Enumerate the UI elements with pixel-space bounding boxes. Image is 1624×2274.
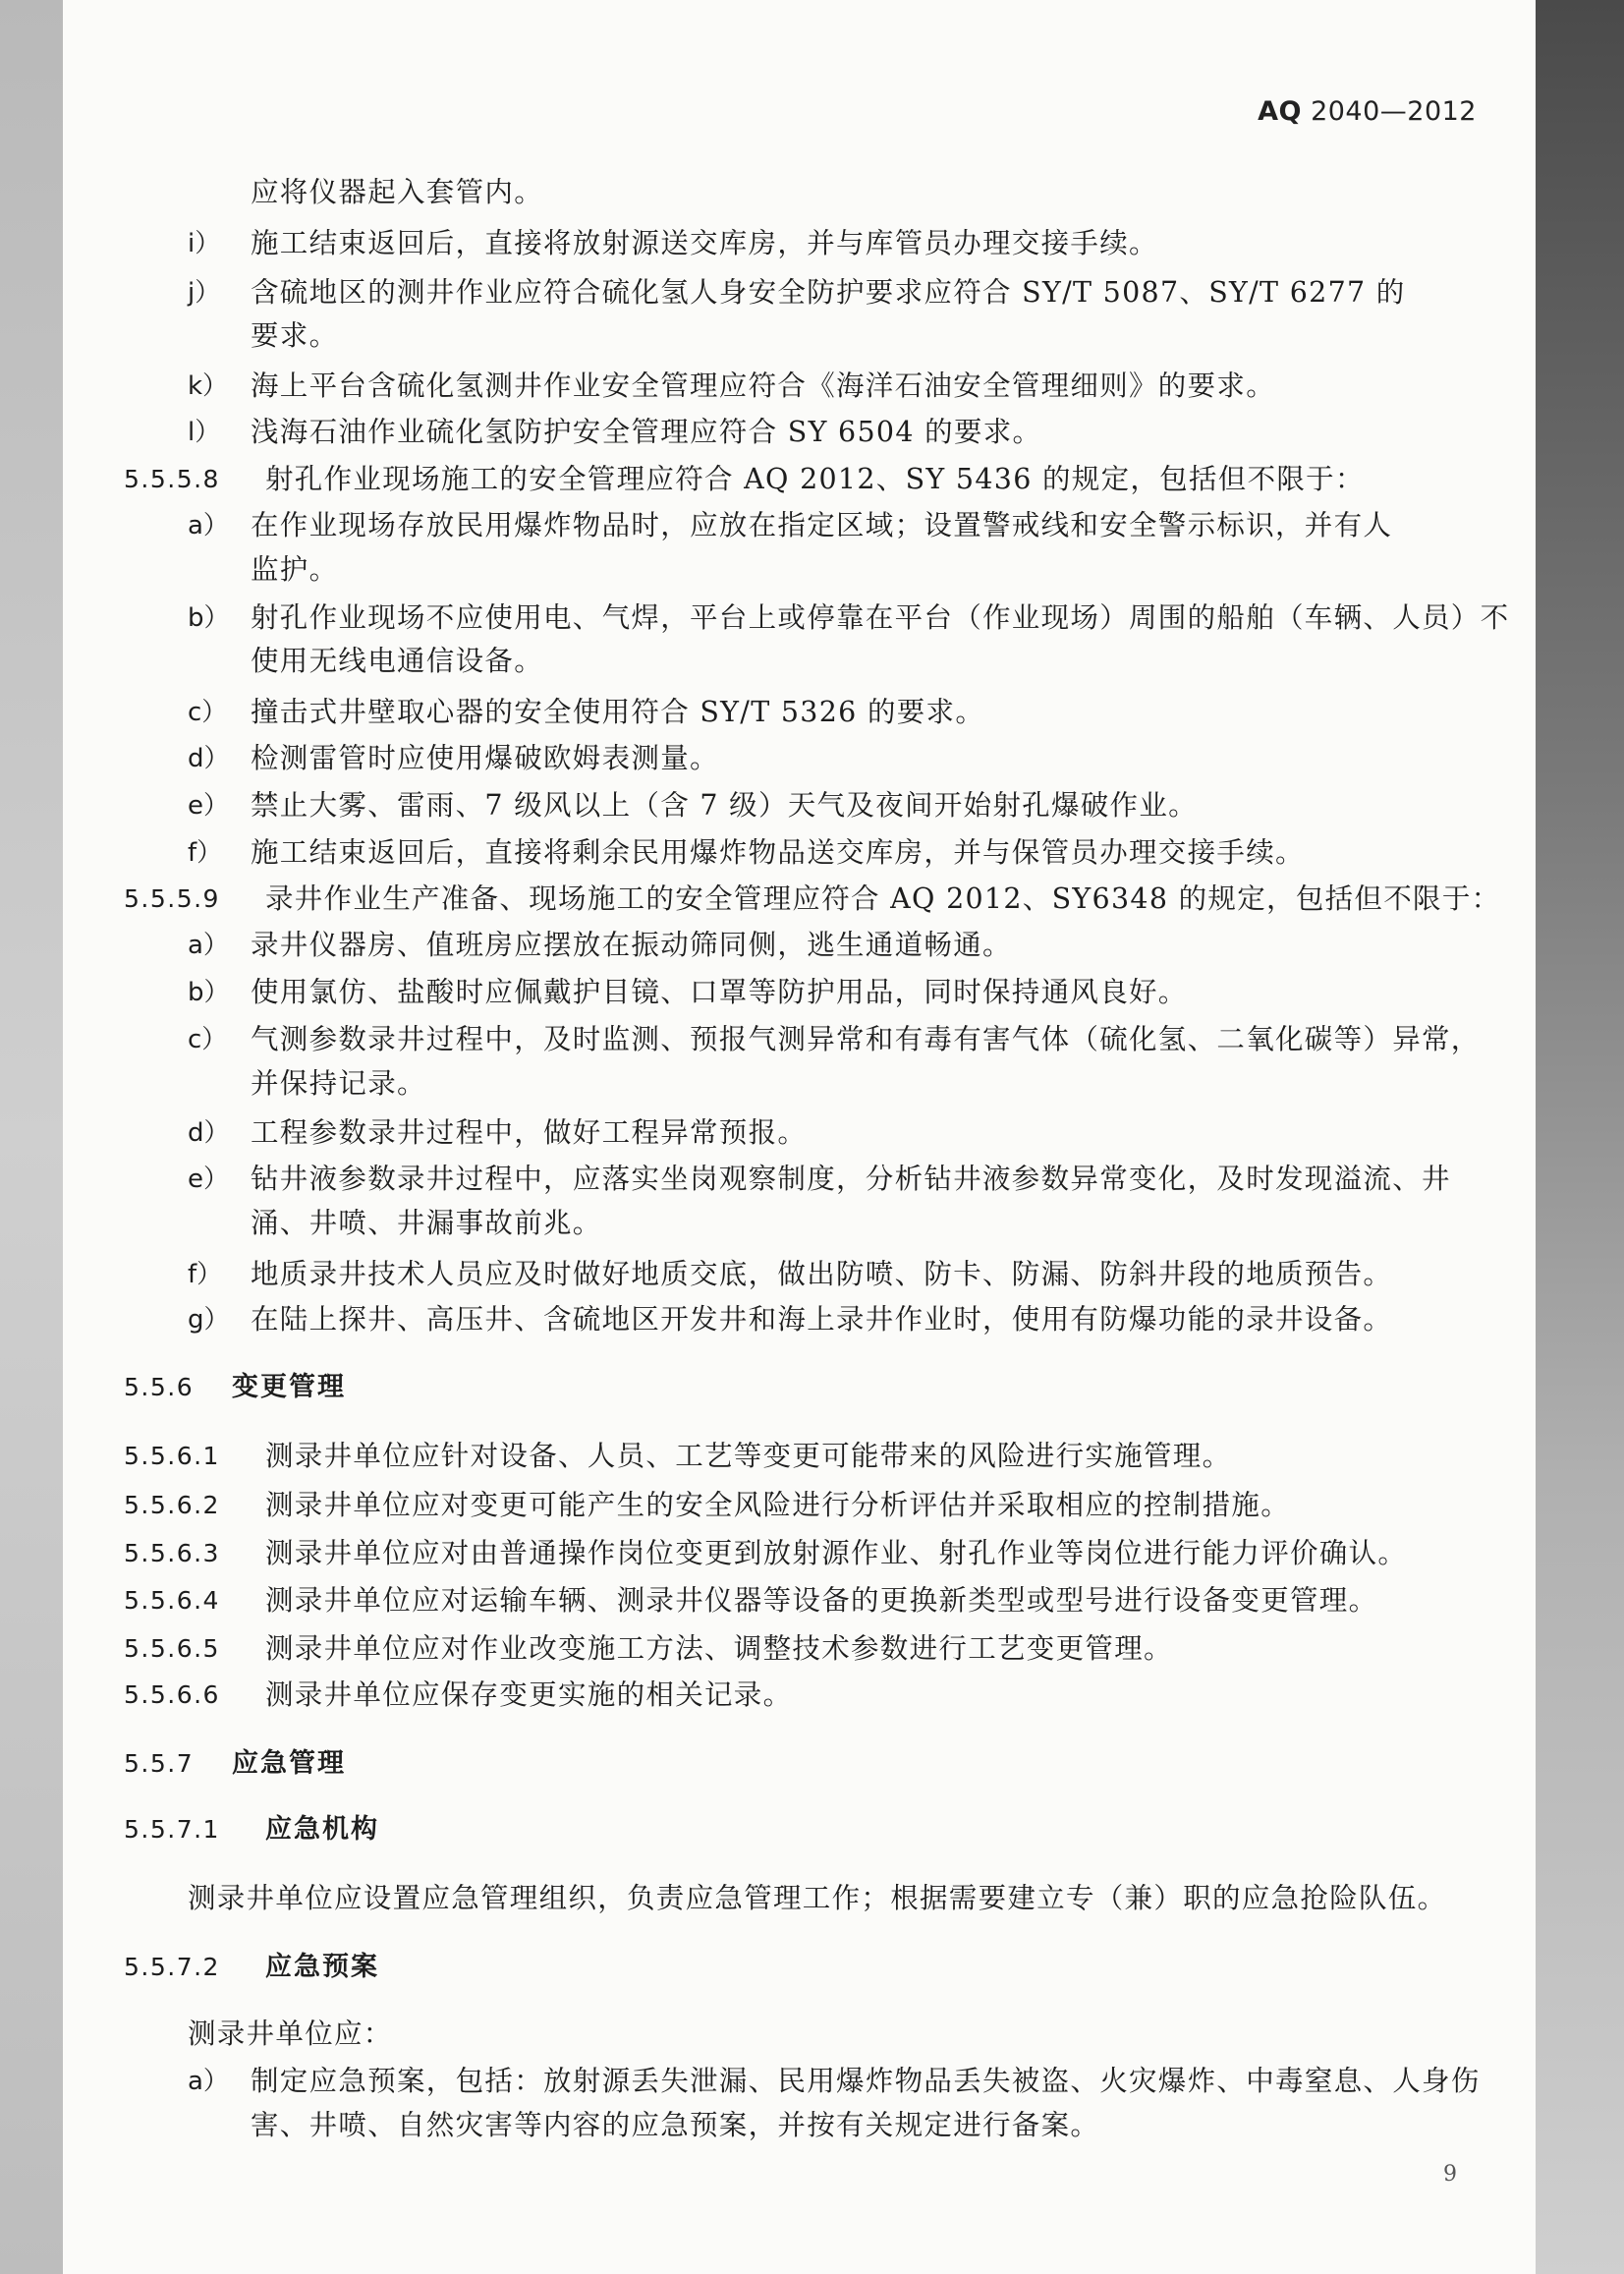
list-item-text: 在作业现场存放民用爆炸物品时，应放在指定区域；设置警戒线和安全警示标识，并有人: [251, 509, 1393, 541]
list-mark: j）: [188, 278, 221, 308]
section-number: 5.5.7: [124, 1749, 195, 1778]
scan-right-margin: [1536, 0, 1624, 2274]
list-item-text-cont: 要求。: [251, 319, 339, 352]
page-number: 9: [1443, 2162, 1457, 2187]
paragraph-text: 测录井单位应设置应急管理组织，负责应急管理工作；根据需要建立专（兼）职的应急抢险队伍。: [188, 1882, 1447, 1914]
list-item-text: 检测雷管时应使用爆破欧姆表测量。: [251, 742, 719, 774]
document-code: [1258, 96, 1477, 127]
list-mark: f）: [188, 838, 223, 868]
list-mark: a）: [188, 2067, 229, 2096]
clause-number: 5.5.6.2: [124, 1491, 220, 1519]
clause-text: 测录井单位应对由普通操作岗位变更到放射源作业、射孔作业等岗位进行能力评价确认。: [265, 1537, 1408, 1569]
continuation-text: 应将仪器起入套管内。: [251, 176, 544, 208]
list-item-text: 撞击式井壁取心器的安全使用符合 SY/T 5326 的要求。: [251, 696, 985, 728]
list-mark: e）: [188, 791, 229, 821]
clause-number: 5.5.5.9: [124, 884, 220, 913]
list-item-text-cont: 涌、井喷、井漏事故前兆。: [251, 1207, 602, 1239]
list-mark: c）: [188, 698, 228, 727]
list-mark: e）: [188, 1165, 229, 1194]
list-item-text-cont: 害、井喷、自然灾害等内容的应急预案，并按有关规定进行备案。: [251, 2109, 1100, 2141]
standard-number: 2040—2012: [1311, 96, 1477, 127]
clause-number: 5.5.6.4: [124, 1586, 220, 1615]
list-item-text: 禁止大雾、雷雨、7 级风以上（含 7 级）天气及夜间开始射孔爆破作业。: [251, 789, 1198, 822]
list-mark: f）: [188, 1260, 223, 1289]
list-mark: c）: [188, 1025, 228, 1054]
list-item-text: 射孔作业现场不应使用电、气焊，平台上或停靠在平台（作业现场）周围的船舶（车辆、人员）不: [251, 601, 1510, 634]
list-item-text-cont: 使用无线电通信设备。: [251, 645, 544, 677]
list-mark: k）: [188, 371, 229, 401]
subsection-number: 5.5.7.1: [124, 1815, 220, 1844]
list-item-text: 含硫地区的测井作业应符合硫化氢人身安全防护要求应符合 SY/T 5087、SY/T 6277 的: [251, 276, 1406, 309]
document-page: [63, 0, 1536, 2274]
list-mark: a）: [188, 511, 229, 540]
clause-text: 测录井单位应针对设备、人员、工艺等变更可能带来的风险进行实施管理。: [265, 1440, 1232, 1472]
list-item-text: 海上平台含硫化氢测井作业安全管理应符合《海洋石油安全管理细则》的要求。: [251, 370, 1276, 402]
clause-text: 射孔作业现场施工的安全管理应符合 AQ 2012、SY 5436 的规定，包括但不限于：: [265, 463, 1365, 495]
clause-text: 测录井单位应对作业改变施工方法、调整技术参数进行工艺变更管理。: [265, 1632, 1173, 1665]
list-mark: i）: [188, 229, 221, 258]
section-title: 变更管理: [232, 1372, 346, 1402]
list-item-text-cont: 监护。: [251, 553, 339, 586]
paragraph-text: 测录井单位应：: [188, 2018, 393, 2050]
clause-text: 录井作业生产准备、现场施工的安全管理应符合 AQ 2012、SY6348 的规定，包括但不限于：: [265, 882, 1501, 915]
list-mark: l）: [188, 418, 221, 447]
list-item-text: 浅海石油作业硫化氢防护安全管理应符合 SY 6504 的要求。: [251, 416, 1042, 448]
scan-left-margin: [0, 0, 63, 2274]
list-mark: d）: [188, 1118, 230, 1148]
clause-text: 测录井单位应对变更可能产生的安全风险进行分析评估并采取相应的控制措施。: [265, 1489, 1291, 1521]
subsection-title: 应急机构: [265, 1814, 379, 1845]
section-number: 5.5.6: [124, 1373, 195, 1401]
clause-number: 5.5.6.6: [124, 1680, 220, 1709]
list-item-text: 地质录井技术人员应及时做好地质交底，做出防喷、防卡、防漏、防斜井段的地质预告。: [251, 1258, 1393, 1290]
clause-number: 5.5.6.5: [124, 1634, 220, 1663]
list-mark: d）: [188, 744, 230, 773]
list-item-text: 气测参数录井过程中，及时监测、预报气测异常和有毒有害气体（硫化氢、二氧化碳等）异常，: [251, 1023, 1481, 1055]
list-mark: a）: [188, 931, 229, 960]
clause-text: 测录井单位应对运输车辆、测录井仪器等设备的更换新类型或型号进行设备变更管理。: [265, 1584, 1378, 1617]
list-item-text: 工程参数录井过程中，做好工程异常预报。: [251, 1116, 808, 1149]
list-mark: g）: [188, 1305, 230, 1335]
clause-number: 5.5.6.3: [124, 1539, 220, 1567]
standard-prefix: AQ: [1258, 96, 1302, 127]
list-item-text: 使用氯仿、盐酸时应佩戴护目镜、口罩等防护用品，同时保持通风良好。: [251, 976, 1188, 1008]
list-item-text-cont: 并保持记录。: [251, 1067, 426, 1100]
list-item-text: 制定应急预案，包括：放射源丢失泄漏、民用爆炸物品丢失被盗、火灾爆炸、中毒窒息、人身伤: [251, 2065, 1481, 2097]
subsection-title: 应急预案: [265, 1952, 379, 1982]
list-item-text: 在陆上探井、高压井、含硫地区开发井和海上录井作业时，使用有防爆功能的录井设备。: [251, 1303, 1393, 1336]
list-mark: b）: [188, 603, 230, 633]
list-item-text: 录井仪器房、值班房应摆放在振动筛同侧，逃生通道畅通。: [251, 929, 1012, 961]
list-item-text: 钻井液参数录井过程中，应落实坐岗观察制度，分析钻井液参数异常变化，及时发现溢流、井: [251, 1163, 1451, 1195]
clause-text: 测录井单位应保存变更实施的相关记录。: [265, 1678, 793, 1711]
list-item-text: 施工结束返回后，直接将剩余民用爆炸物品送交库房，并与保管员办理交接手续。: [251, 836, 1305, 869]
clause-number: 5.5.6.1: [124, 1442, 220, 1470]
list-item-text: 施工结束返回后，直接将放射源送交库房，并与库管员办理交接手续。: [251, 227, 1158, 259]
clause-number: 5.5.5.8: [124, 465, 220, 493]
list-mark: b）: [188, 978, 230, 1007]
section-title: 应急管理: [232, 1748, 346, 1779]
subsection-number: 5.5.7.2: [124, 1953, 220, 1981]
